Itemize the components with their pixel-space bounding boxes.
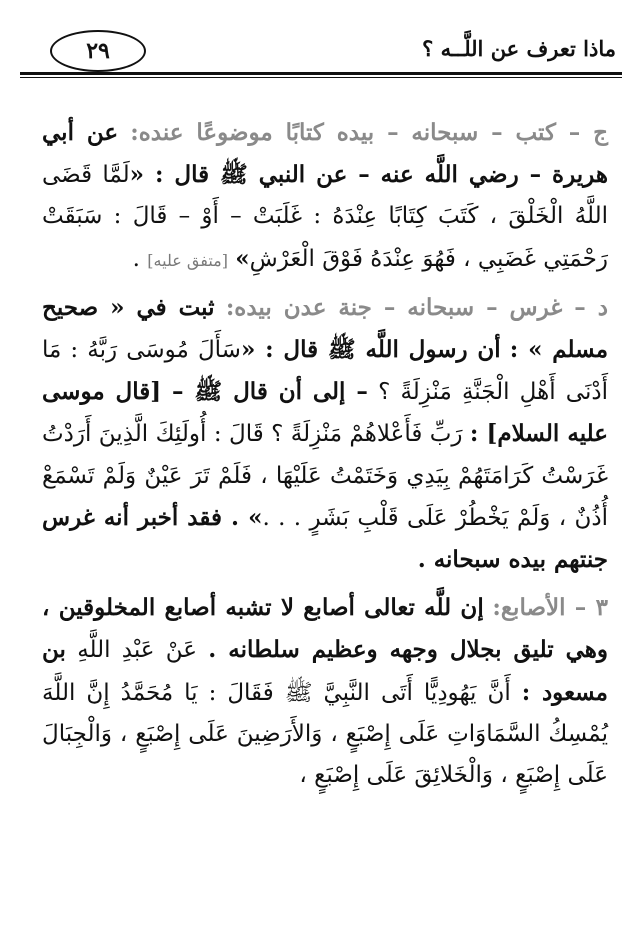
paragraph-asabi	[42, 587, 608, 796]
header-rule-thin	[20, 77, 622, 78]
section-text: أن رسول اللَّه ﷺ قال : «	[240, 336, 501, 364]
sentence-end: .	[132, 245, 140, 272]
section-text: إن للَّه تعالى أصابع لا تشبه أصابع المخلوقين ، وهي تليق بجلال وجهه وعظيم سلطانه .	[42, 594, 608, 664]
page-header	[20, 30, 622, 78]
header-rule-thick	[20, 72, 622, 75]
quote-close: »	[235, 244, 250, 272]
paragraph-gharasa	[42, 287, 608, 581]
section-intro: عن أبي	[42, 119, 119, 146]
hadith-reference: [متفق عليه]	[147, 250, 228, 270]
section-text: بن مسعود :	[42, 636, 608, 706]
page-number: ٢٩	[50, 30, 146, 72]
hadith-quote: عَنْ عَبْدِ اللَّهِ	[77, 637, 198, 664]
section-text: – إلى أن قال ﷺ – [قال موسى عليه السلام] :	[42, 378, 608, 448]
section-intro: ثبت في « صحيح مسلم » :	[42, 293, 609, 364]
hadith-quote: أَنَّ يَهُودِيًّا أَتَى النَّبِيَّ ﷺ فَقَالَ : يَا مُحَمَّدُ إِنَّ اللَّهَ يُمْسِكُ السَّمَاوَاتِ عَلَى إِصْبَعٍ ، وَالأَرَضِينَ عَلَى إِصْبَعٍ ، وَالْجِبَالَ عَلَى إِصْبَعٍ ، وَالْخَلائِقَ عَلَى إِصْبَعٍ ،	[42, 679, 608, 789]
hadith-quote: سَأَلَ مُوسَى رَبَّهُ : مَا أَدْنَى أَهْلِ الْجَنَّةِ مَنْزِلَةً ؟	[42, 337, 609, 406]
paragraph-kataba	[42, 112, 608, 281]
hadith-quote: رَبِّ فَأَعْلاهُمْ مَنْزِلَةً ؟ قَالَ : أُولَئِكَ الَّذِينَ أَرَدْتُ غَرَسْتُ كَرَامَتَهُمْ بِيَدِي وَخَتَمْتُ عَلَيْهَا ، فَلَمْ تَرَ عَيْنٌ وَلَمْ تَسْمَعْ أُذُنٌ ، وَلَمْ يَخْطُرْ عَلَى قَلْبِ بَشَرٍ . . .	[42, 421, 609, 531]
running-title: ماذا تعرف عن اللَّــه ؟	[422, 36, 616, 61]
hadith-quote: لَمَّا قَضَى اللَّهُ الْخَلْقَ ، كَتَبَ كِتَابًا عِنْدَهُ : غَلَبَتْ – أَوْ – قَالَ : سَبَقَتْ رَحْمَتِي غَضَبِي ، فَهُوَ عِنْدَهُ فَوْقَ الْعَرْشِ	[42, 162, 608, 272]
section-heading: ج – كتب – سبحانه – بيده كتابًا موضوعًا عنده:	[130, 119, 608, 146]
section-heading: ٣ – الأصابع:	[492, 594, 608, 622]
section-heading: د – غرس – سبحانه – جنة عدن بيده:	[225, 293, 609, 321]
section-text: هريرة – رضي اللَّه عنه – عن النبي ﷺ قال : «	[129, 161, 608, 189]
section-text: » . فقد أخبر أنه غرس جنتهم بيده سبحانه .	[42, 503, 608, 574]
page-body	[42, 112, 608, 802]
